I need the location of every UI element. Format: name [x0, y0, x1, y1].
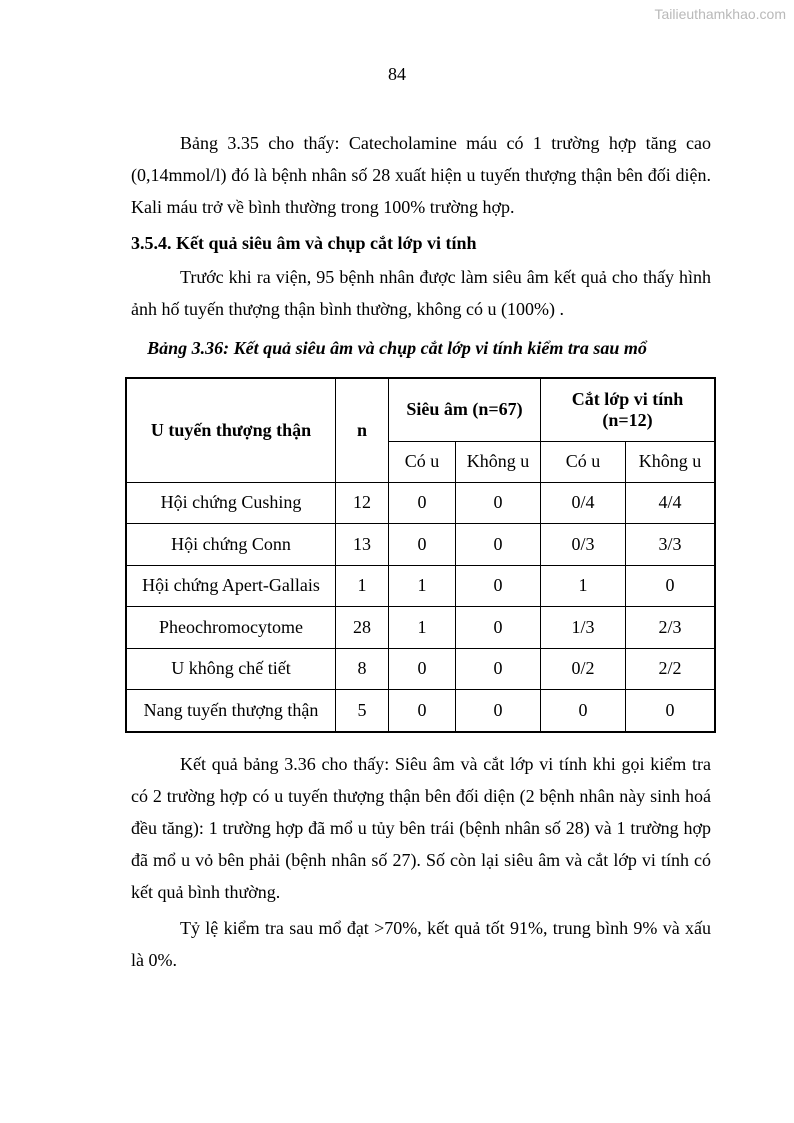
header-tumor-type: U tuyến thượng thận: [126, 378, 336, 482]
cell-us-no: 0: [456, 524, 541, 566]
subheader-ct-no: Không u: [626, 441, 716, 482]
cell-us-yes: 0: [389, 648, 456, 690]
header-n: n: [336, 378, 389, 482]
table-row: [126, 607, 715, 649]
row-label: Hội chứng Apert-Gallais: [126, 565, 336, 607]
cell-us-no: 0: [456, 565, 541, 607]
row-label: Pheochromocytome: [126, 607, 336, 649]
table-row: [126, 648, 715, 690]
cell-n: 28: [336, 607, 389, 649]
paragraph-4: Tỷ lệ kiểm tra sau mổ đạt >70%, kết quả tốt 91%, trung bình 9% và xấu là 0%.: [131, 918, 711, 970]
watermark: Tailieuthamkhao.com: [654, 6, 786, 22]
header-ct: Cắt lớp vi tính (n=12): [541, 378, 716, 441]
table-row: [126, 524, 715, 566]
cell-ct-no: 3/3: [626, 524, 716, 566]
cell-us-no: 0: [456, 690, 541, 732]
row-label: Hội chứng Conn: [126, 524, 336, 566]
cell-ct-no: 2/3: [626, 607, 716, 649]
cell-n: 12: [336, 482, 389, 524]
row-label: Nang tuyến thượng thận: [126, 690, 336, 732]
cell-ct-no: 0: [626, 690, 716, 732]
cell-ct-no: 4/4: [626, 482, 716, 524]
cell-ct-no: 0: [626, 565, 716, 607]
cell-ct-no: 2/2: [626, 648, 716, 690]
cell-us-yes: 0: [389, 482, 456, 524]
table-row: [126, 565, 715, 607]
header-ultrasound: Siêu âm (n=67): [389, 378, 541, 441]
cell-ct-yes: 0/2: [541, 648, 626, 690]
table-row: [126, 482, 715, 524]
cell-n: 1: [336, 565, 389, 607]
cell-ct-yes: 0/3: [541, 524, 626, 566]
results-table: [125, 377, 716, 733]
subheader-us-no: Không u: [456, 441, 541, 482]
cell-us-yes: 0: [389, 690, 456, 732]
subheader-ct-yes: Có u: [541, 441, 626, 482]
cell-us-no: 0: [456, 648, 541, 690]
cell-ct-yes: 1: [541, 565, 626, 607]
table-caption: Bảng 3.36: Kết quả siêu âm và chụp cắt lớp vi tính kiểm tra sau mổ: [147, 338, 647, 358]
table-row: [126, 690, 715, 732]
cell-us-yes: 1: [389, 607, 456, 649]
paragraph-1: Bảng 3.35 cho thấy: Catecholamine máu có 1 trường hợp tăng cao (0,14mmol/l) đó là bệnh nhân số 28 xuất hiện u tuyến thượng thận bên đối diện. Kali máu trở về bình thường trong 100% trường hợp.: [131, 133, 711, 217]
cell-n: 8: [336, 648, 389, 690]
section-heading: 3.5.4. Kết quả siêu âm và chụp cắt lớp vi tính: [131, 233, 477, 253]
cell-ct-yes: 1/3: [541, 607, 626, 649]
cell-ct-yes: 0/4: [541, 482, 626, 524]
cell-us-yes: 0: [389, 524, 456, 566]
paragraph-3: Kết quả bảng 3.36 cho thấy: Siêu âm và cắt lớp vi tính khi gọi kiểm tra có 2 trường hợp có u tuyến thượng thận bên đối diện (2 bệnh nhân này sinh hoá đều tăng): 1 trường hợp đã mổ u tủy bên trái (bệnh nhân số 28) và 1 trường hợp đã mổ u vỏ bên phải (bệnh nhân số 27). Số còn lại siêu âm và cắt lớp vi tính có kết quả bình thường.: [131, 754, 711, 902]
page-number: 84: [388, 64, 406, 84]
paragraph-2: Trước khi ra viện, 95 bệnh nhân được làm siêu âm kết quả cho thấy hình ảnh hố tuyến thượng thận bình thường, không có u (100%) .: [131, 267, 711, 319]
cell-us-yes: 1: [389, 565, 456, 607]
subheader-us-yes: Có u: [389, 441, 456, 482]
row-label: U không chế tiết: [126, 648, 336, 690]
cell-us-no: 0: [456, 607, 541, 649]
row-label: Hội chứng Cushing: [126, 482, 336, 524]
cell-n: 5: [336, 690, 389, 732]
cell-us-no: 0: [456, 482, 541, 524]
cell-n: 13: [336, 524, 389, 566]
cell-ct-yes: 0: [541, 690, 626, 732]
